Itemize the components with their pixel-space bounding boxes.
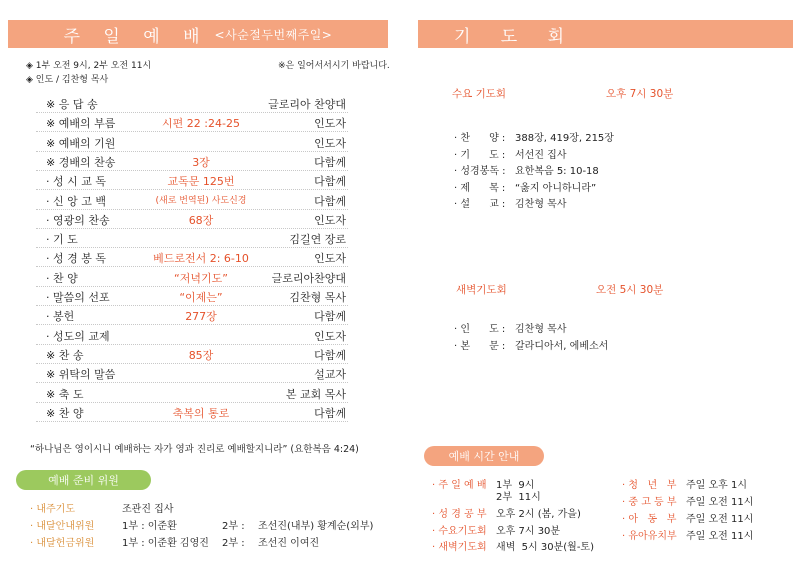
- order-row: [36, 170, 348, 190]
- wednesday-item-label: · 설 교 :: [454, 199, 506, 210]
- wednesday-item-value: 388장, 419장, 215장: [515, 133, 614, 144]
- order-item-leader: 글로리아찬양대: [271, 271, 346, 285]
- order-item-detail: 68장: [188, 213, 214, 227]
- schedule-value: 오후 2시 (봄, 가을): [496, 509, 581, 520]
- order-item-detail: 축복의 통로: [172, 406, 230, 420]
- order-row: [36, 247, 348, 267]
- order-item-leader: 김길연 장로: [289, 233, 346, 247]
- order-item-name: ※ 예배의 기원: [46, 136, 116, 150]
- order-item-name: ※ 응 답 송: [46, 98, 98, 111]
- schedule-value: 주일 오전 11시: [686, 514, 754, 525]
- committee-label: · 내달안내위원: [30, 521, 95, 532]
- order-row: [36, 305, 348, 325]
- order-row: [36, 344, 348, 364]
- wednesday-item-value: 김찬형 목사: [515, 199, 567, 210]
- order-row: [36, 383, 348, 403]
- standing-note: ※은 일어서서시기 바랍니다.: [278, 61, 390, 71]
- order-item-name: ※ 찬 양: [46, 406, 84, 420]
- order-item-leader: 인도자: [314, 329, 346, 343]
- schedule-label: · 유아유치부: [622, 531, 677, 542]
- wednesday-item-value: 서선진 집사: [515, 149, 567, 161]
- schedule-label: · 중 고 등 부: [622, 497, 677, 508]
- dawn-title: 새벽기도회: [456, 284, 507, 296]
- scripture-quote: “하나님은 영이시니 예배하는 자가 영과 진리로 예배할지니라” (요한복음 4:24): [30, 444, 359, 455]
- order-item-leader: 다함께: [314, 194, 346, 208]
- order-item-name: · 봉헌: [46, 310, 75, 324]
- order-item-leader: 인도자: [314, 136, 346, 150]
- order-item-leader: 다함께: [314, 348, 346, 362]
- order-item-leader: 김찬형 목사: [289, 291, 346, 304]
- order-row: [36, 267, 348, 287]
- leader-info: ◈ 인도 / 김찬형 목사: [26, 75, 109, 85]
- committee-first: 1부 : 이준환: [122, 521, 177, 532]
- schedule-label: · 청 년 부: [622, 480, 677, 491]
- wednesday-item-label: · 성경봉독 :: [454, 166, 506, 177]
- schedule-value: 1부 9시: [496, 480, 535, 491]
- order-item-name: · 성 시 교 독: [46, 175, 106, 189]
- order-item-leader: 본 교회 목사: [285, 387, 346, 401]
- committee-first: 조관진 집사: [122, 504, 174, 515]
- service-times: ◈ 1부 오전 9시, 2부 오전 11시: [26, 61, 152, 71]
- order-row: [36, 151, 348, 171]
- order-row: [36, 325, 348, 345]
- wednesday-item-value: 요한복음 5: 10-18: [515, 166, 599, 177]
- dawn-time: 오전 5시 30분: [596, 284, 664, 296]
- order-row: [36, 132, 348, 152]
- right-title-char-3: 회: [547, 26, 564, 47]
- wednesday-title: 수요 기도회: [452, 88, 507, 100]
- schedule-label: · 아 동 부: [622, 514, 677, 525]
- order-row: [36, 402, 348, 422]
- order-item-name: · 영광의 찬송: [46, 213, 110, 227]
- committee-second: 조선진(내부) 황계순(외부): [258, 521, 374, 532]
- order-item-name: · 말씀의 선포: [46, 291, 110, 304]
- right-title-char-1: 기: [454, 26, 471, 47]
- committee-second: 조선진 이여진: [258, 538, 320, 549]
- order-item-name: · 성도의 교제: [46, 329, 110, 343]
- wednesday-item-label: · 제 목 :: [454, 182, 506, 194]
- order-item-detail: “저녁기도”: [174, 271, 228, 285]
- order-item-leader: 다함께: [314, 310, 346, 324]
- schedule-value: 새벽 5시 30분(월-토): [496, 542, 594, 553]
- schedule-label: · 주 일 예 배: [432, 480, 487, 491]
- order-item-leader: 인도자: [314, 252, 346, 266]
- order-row: [36, 286, 348, 306]
- order-item-name: · 신 앙 고 백: [46, 194, 106, 208]
- schedule-label: · 성 경 공 부: [432, 509, 487, 520]
- committee-label: · 내주기도: [30, 504, 75, 515]
- order-item-name: ※ 축 도: [46, 387, 84, 401]
- order-item-name: ※ 위탁의 말씀: [46, 368, 116, 382]
- dawn-item-label: · 본 문 :: [454, 341, 506, 352]
- order-item-detail: 277장: [185, 310, 217, 324]
- order-item-leader: 다함께: [314, 406, 346, 420]
- committee-first: 1부 : 이준환 김영진: [122, 538, 209, 549]
- wednesday-time: 오후 7시 30분: [606, 88, 674, 100]
- order-item-name: ※ 찬 송: [46, 348, 84, 362]
- order-item-detail: 교독문 125번: [167, 175, 235, 189]
- schedule-value: 오후 7시 30분: [496, 526, 561, 537]
- schedule-value: 2부 11시: [496, 492, 541, 503]
- page-subtitle: <사순절두번째주일>: [214, 27, 333, 42]
- order-item-name: ※ 경배의 찬송: [46, 155, 116, 169]
- order-row: [36, 228, 348, 248]
- order-item-leader: 글로리아 찬양대: [268, 98, 346, 111]
- dawn-item-label: · 인 도 :: [454, 324, 506, 335]
- order-item-leader: 설교자: [314, 368, 346, 382]
- order-item-leader: 인도자: [314, 213, 346, 227]
- page-title: 주 일 예 배: [63, 26, 209, 47]
- committee-label: · 내달헌금위원: [30, 538, 95, 549]
- wednesday-item-value: “옳지 아니하니라”: [515, 182, 597, 194]
- right-header: [418, 20, 793, 48]
- dawn-item-value: 김찬형 목사: [515, 324, 567, 335]
- order-item-leader: 인도자: [314, 117, 346, 131]
- order-item-name: · 찬 양: [46, 271, 78, 285]
- committee-title: [16, 470, 151, 490]
- order-item-leader: 다함께: [314, 155, 346, 169]
- order-item-detail: (새로 번역된) 사도신경: [155, 195, 247, 206]
- committee-title-label: 예배 준비 위원: [48, 474, 119, 487]
- order-item-detail: 시편 22 :24-25: [162, 117, 240, 131]
- order-row: [36, 190, 348, 210]
- wednesday-item-label: · 찬 양 :: [454, 133, 506, 144]
- committee-second-label: 2부 :: [222, 538, 245, 549]
- order-item-name: · 성 경 봉 독: [46, 252, 106, 266]
- schedule-label: · 새벽기도회: [432, 542, 487, 553]
- order-item-name: · 기 도: [46, 233, 78, 247]
- right-title-char-2: 도: [500, 26, 518, 47]
- schedule-value: 주일 오전 11시: [686, 531, 754, 542]
- schedule-title: [424, 446, 544, 466]
- order-item-leader: 다함께: [314, 175, 346, 189]
- dawn-item-value: 갈라디아서, 에베소서: [515, 341, 609, 352]
- order-item-detail: 3장: [192, 155, 210, 169]
- schedule-value: 주일 오후 1시: [686, 480, 748, 491]
- schedule-title-label: 예배 시간 안내: [448, 450, 520, 463]
- order-item-detail: 베드로전서 2: 6-10: [153, 252, 249, 266]
- left-header: [8, 20, 388, 48]
- committee-second-label: 2부 :: [222, 521, 245, 532]
- schedule-label: · 수요기도회: [432, 526, 487, 537]
- order-item-detail: 85장: [188, 348, 214, 362]
- order-row: [36, 93, 348, 113]
- order-item-detail: “이제는”: [179, 291, 223, 304]
- schedule-value: 주일 오전 11시: [686, 497, 754, 508]
- order-row: [36, 363, 348, 383]
- order-row: [36, 112, 348, 132]
- order-row: [36, 209, 348, 229]
- order-item-name: ※ 예배의 부름: [46, 117, 116, 131]
- wednesday-item-label: · 기 도 :: [454, 149, 506, 161]
